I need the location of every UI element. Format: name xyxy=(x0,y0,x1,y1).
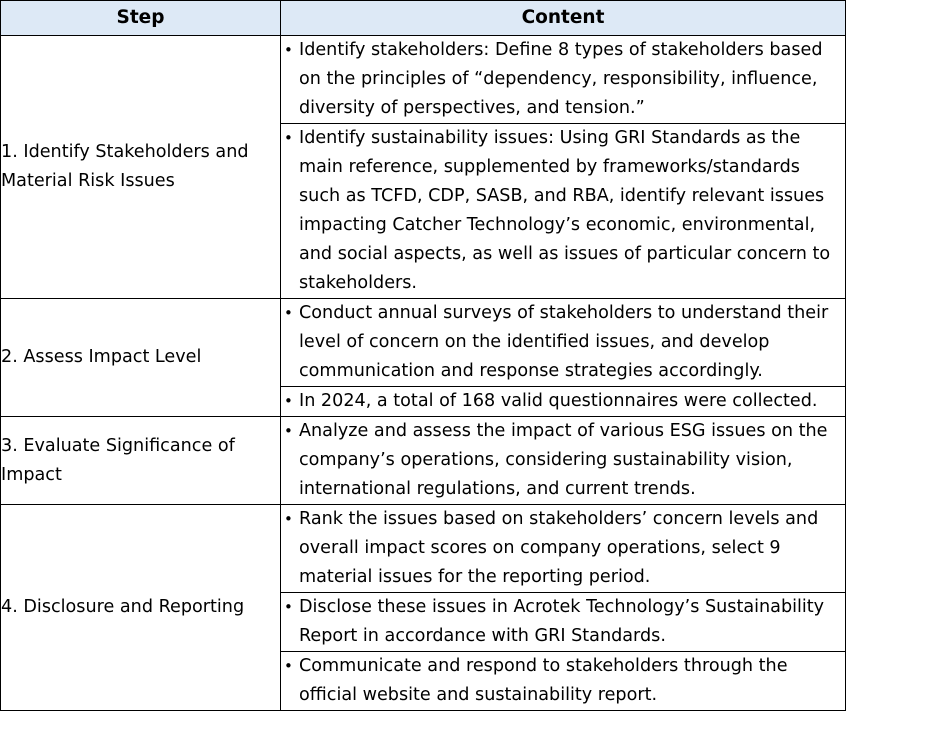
header-content: Content xyxy=(281,1,846,36)
content-item-text: Identify stakeholders: Define 8 types of stakeholders based on the principles of “dependency, responsibility, influence, diversity of perspectives, and tension.” xyxy=(299,40,823,118)
bullet-icon: • xyxy=(284,510,293,528)
header-step: Step xyxy=(1,1,281,36)
step-cell: 2. Assess Impact Level xyxy=(1,299,281,417)
bullet-icon: • xyxy=(284,657,293,675)
step-cell: 4. Disclosure and Reporting xyxy=(1,505,281,711)
content-item-text: Rank the issues based on stakeholders’ concern levels and overall impact scores on company operations, select 9 material issues for the reporting period. xyxy=(299,509,819,587)
table-row xyxy=(1,36,846,299)
content-item xyxy=(281,36,845,123)
content-item-text: Analyze and assess the impact of various ESG issues on the company’s operations, considering sustainability vision, international regulations, and current trends. xyxy=(299,421,828,499)
table-row xyxy=(1,417,846,505)
content-item-text: Identify sustainability issues: Using GRI Standards as the main reference, supplemented by frameworks/standards such as TCFD, CDP, SASB, and RBA, identify relevant issues impacting Catcher Technology’s economic, environmental, and social aspects, as well as issues of particular concern to stakeholders. xyxy=(299,128,831,293)
content-item xyxy=(281,417,845,504)
content-item-text: In 2024, a total of 168 valid questionnaires were collected. xyxy=(299,391,818,411)
content-cell xyxy=(281,505,846,711)
content-item-text: Disclose these issues in Acrotek Technology’s Sustainability Report in accordance with GRI Standards. xyxy=(299,597,825,646)
content-item-text: Conduct annual surveys of stakeholders to understand their level of concern on the identified issues, and develop communication and response strategies accordingly. xyxy=(299,303,829,381)
content-item xyxy=(281,123,845,298)
table-row xyxy=(1,299,846,417)
content-item xyxy=(281,505,845,592)
bullet-icon: • xyxy=(284,598,293,616)
table-row xyxy=(1,505,846,711)
bullet-icon: • xyxy=(284,392,293,410)
step-cell: 3. Evaluate Significance of Impact xyxy=(1,417,281,505)
content-item xyxy=(281,592,845,651)
content-cell xyxy=(281,417,846,505)
step-cell: 1. Identify Stakeholders and Material Risk Issues xyxy=(1,36,281,299)
content-item xyxy=(281,386,845,416)
bullet-icon: • xyxy=(284,304,293,322)
content-item-text: Communicate and respond to stakeholders through the official website and sustainability report. xyxy=(299,656,788,705)
bullet-icon: • xyxy=(284,129,293,147)
bullet-icon: • xyxy=(284,41,293,59)
content-cell xyxy=(281,36,846,299)
content-item xyxy=(281,299,845,386)
content-cell xyxy=(281,299,846,417)
header-row xyxy=(1,1,846,36)
bullet-icon: • xyxy=(284,422,293,440)
content-item xyxy=(281,651,845,710)
